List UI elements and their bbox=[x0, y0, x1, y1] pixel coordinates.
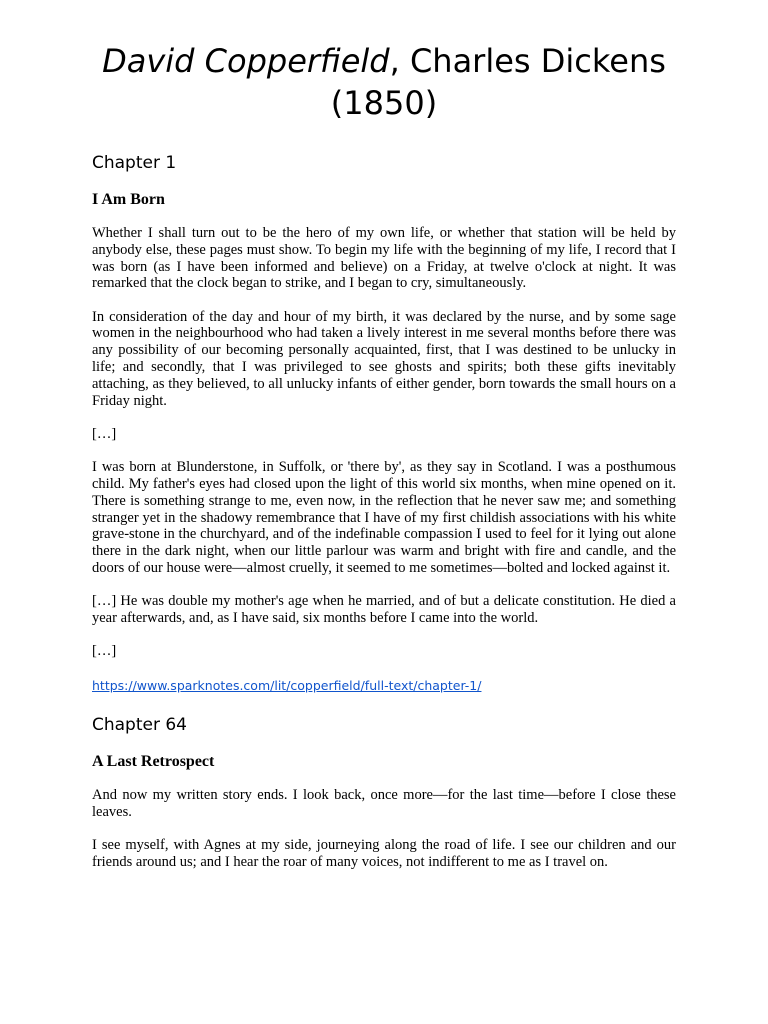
chapter-1-paragraph-3: I was born at Blunderstone, in Suffolk, or 'there by', as they say in Scotland. I was a posthumous child. My father's eyes had closed upon the light of this world six months, when mine opened on it. There is something strange to me, even now, in the reflection that he never saw me; and something stranger yet in the shadowy remembrance that I have of my first childish associations with his white grave-stone in the churchyard, and of the indefinable compassion I used to feel for it lying out alone there in the dark night, when our little parlour was warm and bright with fire and candle, and the doors of our house were—almost cruelly, it seemed to me sometimes—bolted and locked against it. bbox=[92, 459, 676, 577]
chapter-1-paragraph-4: […] He was double my mother's age when he married, and of but a delicate constitution. He died a year afterwards, and, as I have said, six months before I came into the world. bbox=[92, 593, 676, 627]
chapter-1-paragraph-1: Whether I shall turn out to be the hero of my own life, or whether that station will be held by anybody else, these pages must show. To begin my life with the beginning of my life, I record that I was born (as I have been informed and believe) on a Friday, at twelve o'clock at night. It was remarked that the clock began to strike, and I began to cry, simultaneously. bbox=[92, 225, 676, 292]
chapter-1-ellipsis-2: […] bbox=[92, 643, 117, 660]
chapter-1-paragraph-2: In consideration of the day and hour of my birth, it was declared by the nurse, and by some sage women in the neighbourhood who had taken a lively interest in me several months before there was any possibility of our becoming personally acquainted, first, that I was destined to be unlucky in life; and secondly, that I was privileged to see ghosts and spirits; both these gifts inevitably attaching, as they believed, to all unlucky infants of either gender, born towards the small hours on a Friday night. bbox=[92, 308, 676, 409]
chapter-1-heading: Chapter 1 bbox=[92, 153, 177, 173]
source-link-wrapper bbox=[92, 677, 676, 714]
chapter-1-ellipsis-1: […] bbox=[92, 425, 117, 442]
chapter-64-paragraph-1: And now my written story ends. I look back, once more—for the last time—before I close these leaves. bbox=[92, 786, 676, 820]
chapter-64-section bbox=[92, 714, 676, 871]
chapter-1-title: I Am Born bbox=[92, 191, 165, 208]
title-author-year: , Charles Dickens (1850) bbox=[330, 42, 666, 122]
document-title bbox=[92, 40, 676, 124]
source-link[interactable]: https://www.sparknotes.com/lit/copperfield/full-text/chapter-1/ bbox=[92, 677, 482, 693]
chapter-64-title: A Last Retrospect bbox=[92, 752, 215, 770]
chapter-64-heading: Chapter 64 bbox=[92, 714, 188, 735]
chapter-64-paragraph-2: I see myself, with Agnes at my side, journeying along the road of life. I see our children and our friends around us; and I hear the roar of many voices, not indifferent to me as I travel on. bbox=[92, 836, 676, 870]
title-book-name: David Copperfield bbox=[102, 42, 390, 80]
chapter-1-section bbox=[92, 152, 676, 714]
document-page bbox=[92, 40, 676, 887]
